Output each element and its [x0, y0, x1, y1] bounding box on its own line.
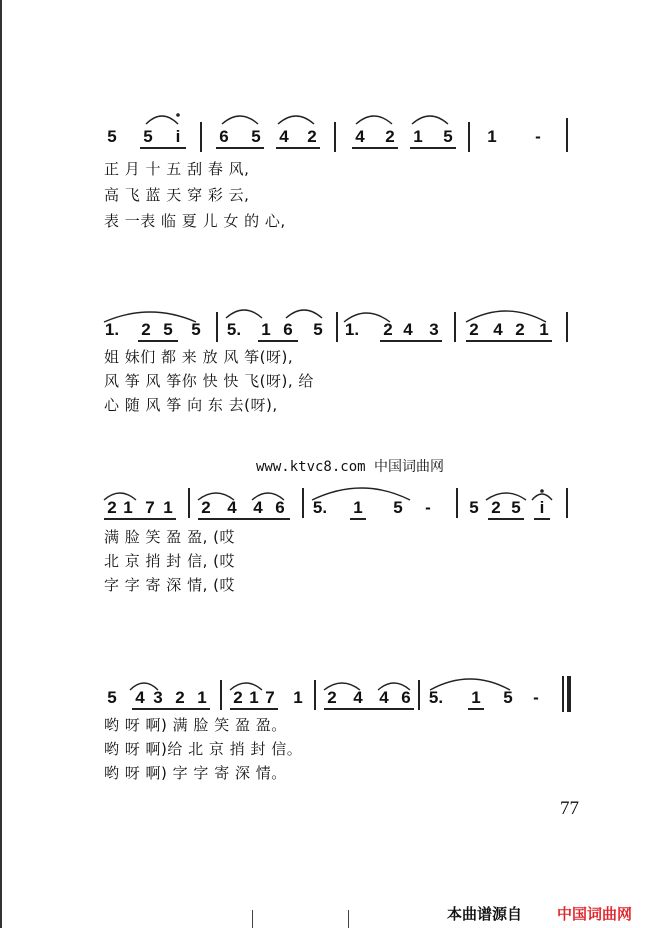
- note: 4: [379, 688, 389, 707]
- bar-line: [566, 312, 568, 342]
- crop-mark: [348, 910, 349, 928]
- bar-line: [336, 312, 338, 342]
- note: 2: [201, 498, 211, 517]
- note: 5.: [428, 688, 444, 707]
- note: 4: [493, 320, 503, 339]
- lyric-line: 字 字 寄 深 情, (哎: [104, 576, 235, 594]
- lyric-line: 心 随 风 筝 向 东 去(呀),: [104, 396, 278, 414]
- note: 1.: [104, 320, 120, 339]
- note: 5: [469, 498, 479, 517]
- underline: [258, 340, 298, 342]
- footer-source-label: 本曲谱源自: [447, 905, 523, 923]
- note: 4: [135, 688, 145, 707]
- note: 1: [413, 127, 423, 146]
- note: 1: [353, 498, 363, 517]
- note: 5.: [226, 320, 242, 339]
- note: 2: [107, 498, 117, 517]
- note: i: [539, 498, 545, 517]
- bar-line: [418, 680, 420, 710]
- underline: [230, 708, 278, 710]
- note: 7: [145, 498, 155, 517]
- lyric-line: 哟 呀 啊) 满 脸 笑 盈 盈。: [104, 716, 287, 734]
- bar-line: [454, 312, 456, 342]
- note: 4: [355, 127, 365, 146]
- note: 3: [429, 320, 439, 339]
- underline: [350, 518, 366, 520]
- underline: [138, 340, 178, 342]
- note: 5: [143, 127, 153, 146]
- note: 5: [191, 320, 201, 339]
- lyric-line: 满 脸 笑 盈 盈, (哎: [104, 528, 235, 546]
- slur: [222, 116, 258, 124]
- final-bar-thin: [562, 676, 564, 712]
- note: 4: [353, 688, 363, 707]
- bar-line: [456, 488, 458, 518]
- note: 2: [175, 688, 185, 707]
- underline: [198, 518, 290, 520]
- underline: [352, 147, 398, 149]
- note: -: [425, 498, 431, 517]
- underline: [466, 340, 552, 342]
- note: 1.: [344, 320, 360, 339]
- underline: [132, 708, 210, 710]
- note: 6: [275, 498, 285, 517]
- underline: [534, 518, 550, 520]
- note: 5: [251, 127, 261, 146]
- watermark: www.ktvc8.com 中国词曲网: [256, 459, 445, 475]
- lyric-line: 表 一表 临 夏 儿 女 的 心,: [104, 212, 286, 230]
- slur: [412, 116, 448, 124]
- note: 1: [261, 320, 271, 339]
- slur: [146, 116, 178, 124]
- note: 2: [491, 498, 501, 517]
- slur: [226, 310, 262, 318]
- note: 2: [385, 127, 395, 146]
- note: 5: [503, 688, 513, 707]
- note: 5: [393, 498, 403, 517]
- note: 6: [283, 320, 293, 339]
- lyric-line: 高 飞 蓝 天 穿 彩 云,: [104, 186, 250, 204]
- underline: [380, 340, 442, 342]
- bar-line: [468, 122, 470, 152]
- slur: [286, 310, 322, 318]
- note: 1: [163, 498, 173, 517]
- bar-line: [334, 122, 336, 152]
- note: 1: [487, 127, 497, 146]
- bar-line: [314, 680, 316, 710]
- note: 1: [471, 688, 481, 707]
- note: 5: [107, 688, 117, 707]
- bar-line: [566, 488, 568, 518]
- underline: [488, 518, 524, 520]
- slur: [356, 116, 392, 124]
- note: 2: [141, 320, 151, 339]
- note: 4: [403, 320, 413, 339]
- underline: [140, 147, 186, 149]
- slur: [278, 116, 314, 124]
- underline: [104, 518, 176, 520]
- note: 5: [443, 127, 453, 146]
- footer-site-link[interactable]: 中国词曲网: [557, 905, 633, 923]
- note: 2: [383, 320, 393, 339]
- underline: [410, 147, 456, 149]
- lyric-line: 风 筝 风 筝你 快 快 飞(呀), 给: [104, 372, 314, 390]
- note: 1: [123, 498, 133, 517]
- lyric-line: 哟 呀 啊) 字 字 寄 深 情。: [104, 764, 287, 782]
- note: 2: [327, 688, 337, 707]
- note: 5: [107, 127, 117, 146]
- bar-line: [220, 680, 222, 710]
- note: 2: [233, 688, 243, 707]
- octave-dot: [176, 113, 180, 117]
- note: 3: [153, 688, 163, 707]
- final-bar-thick: [567, 676, 571, 712]
- page-number: 77: [560, 798, 579, 819]
- lyric-line: 正 月 十 五 刮 春 风,: [104, 160, 250, 178]
- note: -: [533, 688, 539, 707]
- underline: [216, 147, 264, 149]
- crop-mark: [252, 910, 253, 928]
- octave-dot: [540, 489, 544, 493]
- bar-line: [302, 488, 304, 518]
- note: 4: [279, 127, 289, 146]
- note: 5: [163, 320, 173, 339]
- note: -: [535, 127, 541, 146]
- underline: [468, 708, 484, 710]
- note: 7: [265, 688, 275, 707]
- bar-line: [200, 122, 202, 152]
- note: 5.: [312, 498, 328, 517]
- note: 4: [253, 498, 263, 517]
- note: 1: [293, 688, 303, 707]
- note: 6: [219, 127, 229, 146]
- note: 1: [249, 688, 259, 707]
- underline: [324, 708, 414, 710]
- bar-line: [216, 312, 218, 342]
- underline: [276, 147, 320, 149]
- note: 1: [539, 320, 549, 339]
- bar-line: [188, 488, 190, 518]
- note: 2: [469, 320, 479, 339]
- lyric-line: 姐 妹们 都 来 放 风 筝(呀),: [104, 348, 294, 366]
- note: 5: [511, 498, 521, 517]
- bar-line: [566, 118, 568, 152]
- note: 2: [307, 127, 317, 146]
- lyric-line: 哟 呀 啊)给 北 京 捎 封 信。: [104, 740, 303, 758]
- lyric-line: 北 京 捎 封 信, (哎: [104, 552, 235, 570]
- note: 1: [197, 688, 207, 707]
- note: 4: [227, 498, 237, 517]
- note: 5: [313, 320, 323, 339]
- note: 2: [515, 320, 525, 339]
- note: 6: [401, 688, 411, 707]
- note: i: [175, 127, 181, 146]
